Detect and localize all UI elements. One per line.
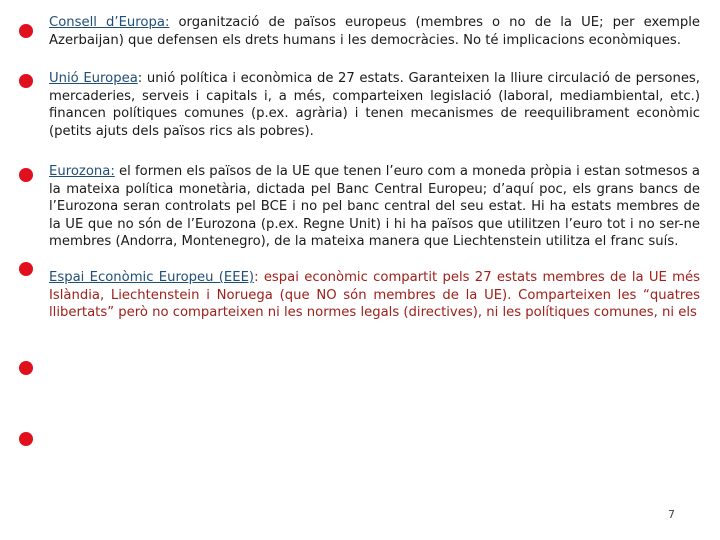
paragraph-consell-europa xyxy=(49,14,700,49)
term-unio-europea: Unió Europea xyxy=(49,71,138,86)
paragraph-eurozona xyxy=(49,163,700,251)
definition-text: : espai econòmic compartit pels 27 estats membres de la UE més Islàndia, Liechtenstein i Noruega (que NO són membres de la UE). Comparteixen les “quatres llibertats” però no comparteixen ni les normes legals (directives), ni les polítiques comunes, ni els xyxy=(49,270,700,321)
page-number: 7 xyxy=(668,508,675,521)
definition-text: : unió política i econòmica de 27 estats. Garanteixen la lliure circulació de persones, mercaderies, serveis i capitals i, a més, comparteixen legislació (laboral, mediambiental, etc.) financen polítiques comunes (p.ex. agrària) i tenen mecanismes de reequilibrament econòmic (petits ajuts dels països rics als pobres). xyxy=(49,71,700,139)
paragraph-unio-europea xyxy=(49,70,700,140)
bullet-point xyxy=(19,262,33,276)
bullet-point xyxy=(19,74,33,88)
definition-text: organització de països europeus (membres o no de la UE; per exemple Azerbaijan) que defensen els drets humans i les democràcies. No té implicacions econòmiques. xyxy=(49,15,700,48)
definition-text: el formen els països de la UE que tenen l’euro com a moneda pròpia i estan sotmesos a la mateixa política monetària, dictada pel Banc Central Europeu; d’aquí poc, els grans bancs de l’Eurozona seran controlats pel BCE i no pel banc central del seu estat. Hi ha estats membres de la UE que no són de l’Eurozona (p.ex. Regne Unit) i hi ha països que utilitzen l’euro tot i no ser-ne membres (Andorra, Montenegro), de la mateixa manera que Liechtenstein utilitza el franc suís. xyxy=(49,164,700,250)
bullet-point xyxy=(19,432,33,446)
term-consell-europa: Consell d’Europa: xyxy=(49,15,170,30)
bullet-point xyxy=(19,168,33,182)
bullet-point xyxy=(19,361,33,375)
term-espai-economic-europeu: Espai Econòmic Europeu (EEE) xyxy=(49,270,255,285)
term-eurozona: Eurozona: xyxy=(49,164,115,179)
paragraph-espai-economic-europeu xyxy=(49,269,700,322)
bullet-point xyxy=(19,24,33,38)
